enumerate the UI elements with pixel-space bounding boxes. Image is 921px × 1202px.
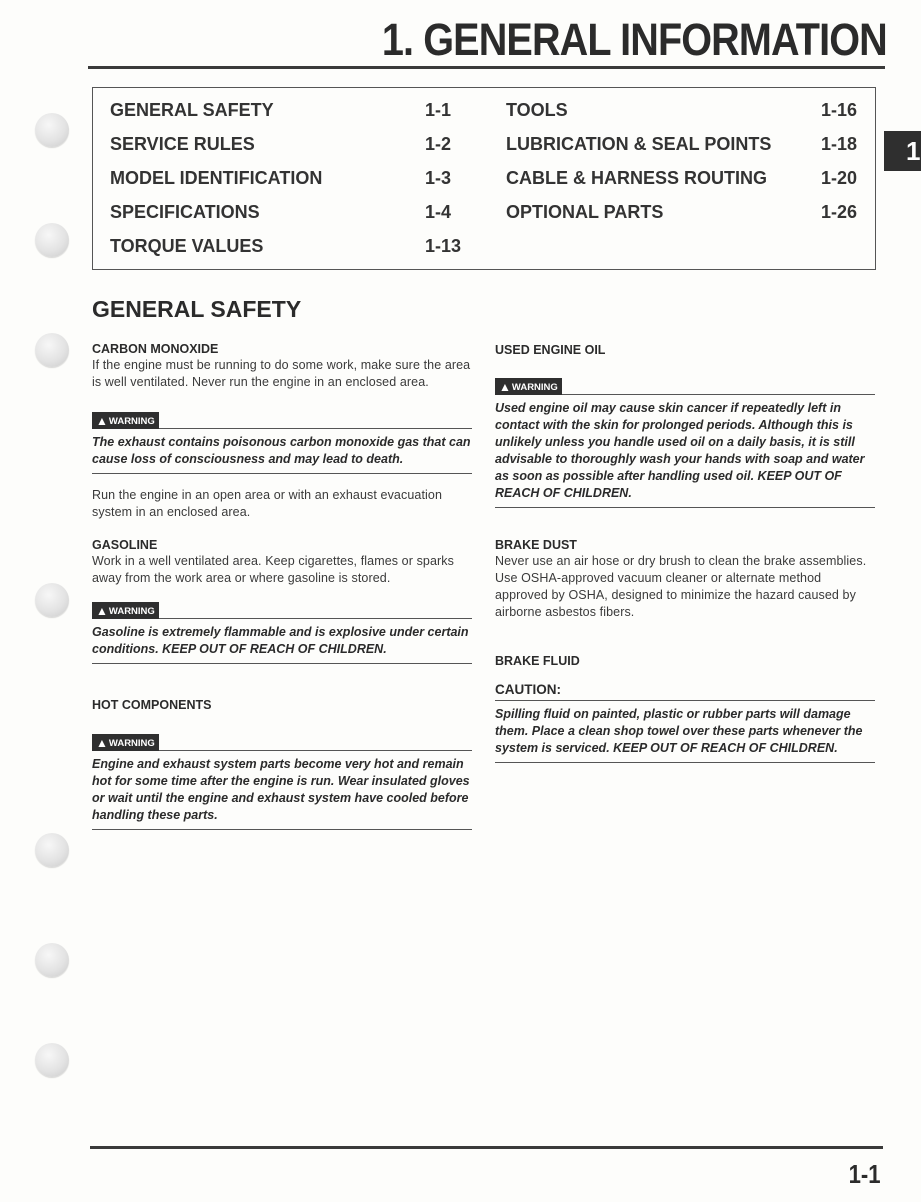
footer-rule [90, 1146, 883, 1149]
subsection-heading: HOT COMPONENTS [92, 698, 212, 712]
divider [495, 700, 875, 701]
subsection-heading: BRAKE DUST [495, 538, 577, 552]
toc-item[interactable]: SPECIFICATIONS 1-4 [110, 202, 465, 236]
toc-page: 1-18 [821, 134, 858, 154]
warning-text: Used engine oil may cause skin cancer if repeatedly left in contact with the skin for prolonged periods. Although this is unlikely unless you handle used oil on a daily basis, it is still advisable to thoroughly wash your hands with soap and water as soon as possible after handling used oil. KEEP OUT OF REACH OF CHILDREN. [495, 401, 865, 500]
toc-right-column [506, 100, 861, 236]
paragraph: Never use an air hose or dry brush to clean the brake assemblies. Use OSHA-approved vacuum cleaner or alternate method approved by OSHA, designed to minimize the hazard caused by airborne asbestos fibers. [495, 554, 867, 619]
binder-hole [35, 1043, 69, 1077]
paragraph: If the engine must be running to do some work, make sure the area is well ventilated. Never run the engine in an enclosed area. [92, 358, 471, 389]
warning-header [92, 734, 472, 751]
toc-left-column [110, 100, 465, 270]
toc-item[interactable]: OPTIONAL PARTS 1-26 [506, 202, 861, 236]
toc-page: 1-26 [821, 202, 858, 222]
paragraph: Work in a well ventilated area. Keep cigarettes, flames or sparks away from the work area or where gasoline is stored. [92, 554, 454, 585]
warning-triangle-icon: ▲ [499, 380, 511, 394]
paragraph: Run the engine in an open area or with an exhaust evacuation system in an enclosed area. [92, 488, 442, 519]
section-title: GENERAL SAFETY [92, 296, 302, 322]
warning-text: Engine and exhaust system parts become very hot and remain hot for some time after the engine is run. Wear insulated gloves or wait until the engine and exhaust system have cooled before handling these parts. [92, 757, 470, 822]
toc-item[interactable]: LUBRICATION & SEAL POINTS 1-18 [506, 134, 861, 168]
warning-triangle-icon: ▲ [96, 736, 108, 750]
warning-badge: ▲ WARNING [92, 412, 159, 429]
divider [92, 663, 472, 664]
chapter-title: 1. GENERAL INFORMATION [382, 14, 887, 65]
divider [159, 750, 472, 751]
toc-page: 1-16 [821, 100, 858, 120]
warning-triangle-icon: ▲ [96, 604, 108, 618]
binder-hole [35, 223, 69, 257]
warning-text: Gasoline is extremely flammable and is explosive under certain conditions. KEEP OUT OF REACH OF CHILDREN. [92, 625, 469, 656]
divider [562, 394, 875, 395]
divider [92, 829, 472, 830]
toc-page: 1-20 [821, 168, 858, 188]
toc-page: 1-13 [425, 236, 462, 256]
warning-badge: ▲ WARNING [495, 378, 562, 395]
caution-label: CAUTION: [495, 682, 561, 697]
warning-header [92, 602, 472, 619]
divider [92, 473, 472, 474]
warning-header [92, 412, 472, 429]
left-column [92, 342, 472, 830]
divider [159, 428, 472, 429]
binder-hole [35, 583, 69, 617]
subsection-heading: USED ENGINE OIL [495, 343, 606, 357]
warning-badge: ▲ WARNING [92, 734, 159, 751]
toc-page: 1-4 [425, 202, 452, 222]
caution-text: Spilling fluid on painted, plastic or rubber parts will damage them. Place a clean shop towel over these parts whenever the system is serviced. KEEP OUT OF REACH OF CHILDREN. [495, 707, 863, 755]
toc-item[interactable]: CABLE & HARNESS ROUTING 1-20 [506, 168, 861, 202]
right-column [495, 343, 875, 763]
toc-page: 1-3 [425, 168, 452, 188]
subsection-heading: GASOLINE [92, 538, 158, 552]
warning-header [495, 378, 875, 395]
toc-item[interactable]: TORQUE VALUES 1-13 [110, 236, 465, 270]
table-of-contents [92, 87, 876, 270]
subsection-heading: BRAKE FLUID [495, 654, 580, 668]
toc-page: 1-1 [425, 100, 452, 120]
title-rule [88, 66, 885, 69]
toc-page: 1-2 [425, 134, 452, 154]
divider [495, 762, 875, 763]
toc-item[interactable]: SERVICE RULES 1-2 [110, 134, 465, 168]
warning-triangle-icon: ▲ [96, 414, 108, 428]
toc-item[interactable]: GENERAL SAFETY 1-1 [110, 100, 465, 134]
divider [159, 618, 472, 619]
binder-hole [35, 833, 69, 867]
binder-hole [35, 943, 69, 977]
binder-hole [35, 333, 69, 367]
subsection-heading: CARBON MONOXIDE [92, 342, 219, 356]
toc-item[interactable]: TOOLS 1-16 [506, 100, 861, 134]
divider [495, 507, 875, 508]
warning-text: The exhaust contains poisonous carbon monoxide gas that can cause loss of consciousness and may lead to death. [92, 435, 471, 466]
toc-item[interactable]: MODEL IDENTIFICATION 1-3 [110, 168, 465, 202]
page-number: 1-1 [849, 1159, 881, 1189]
binder-hole [35, 113, 69, 147]
warning-badge: ▲ WARNING [92, 602, 159, 619]
chapter-tab[interactable]: 1 [884, 131, 921, 171]
